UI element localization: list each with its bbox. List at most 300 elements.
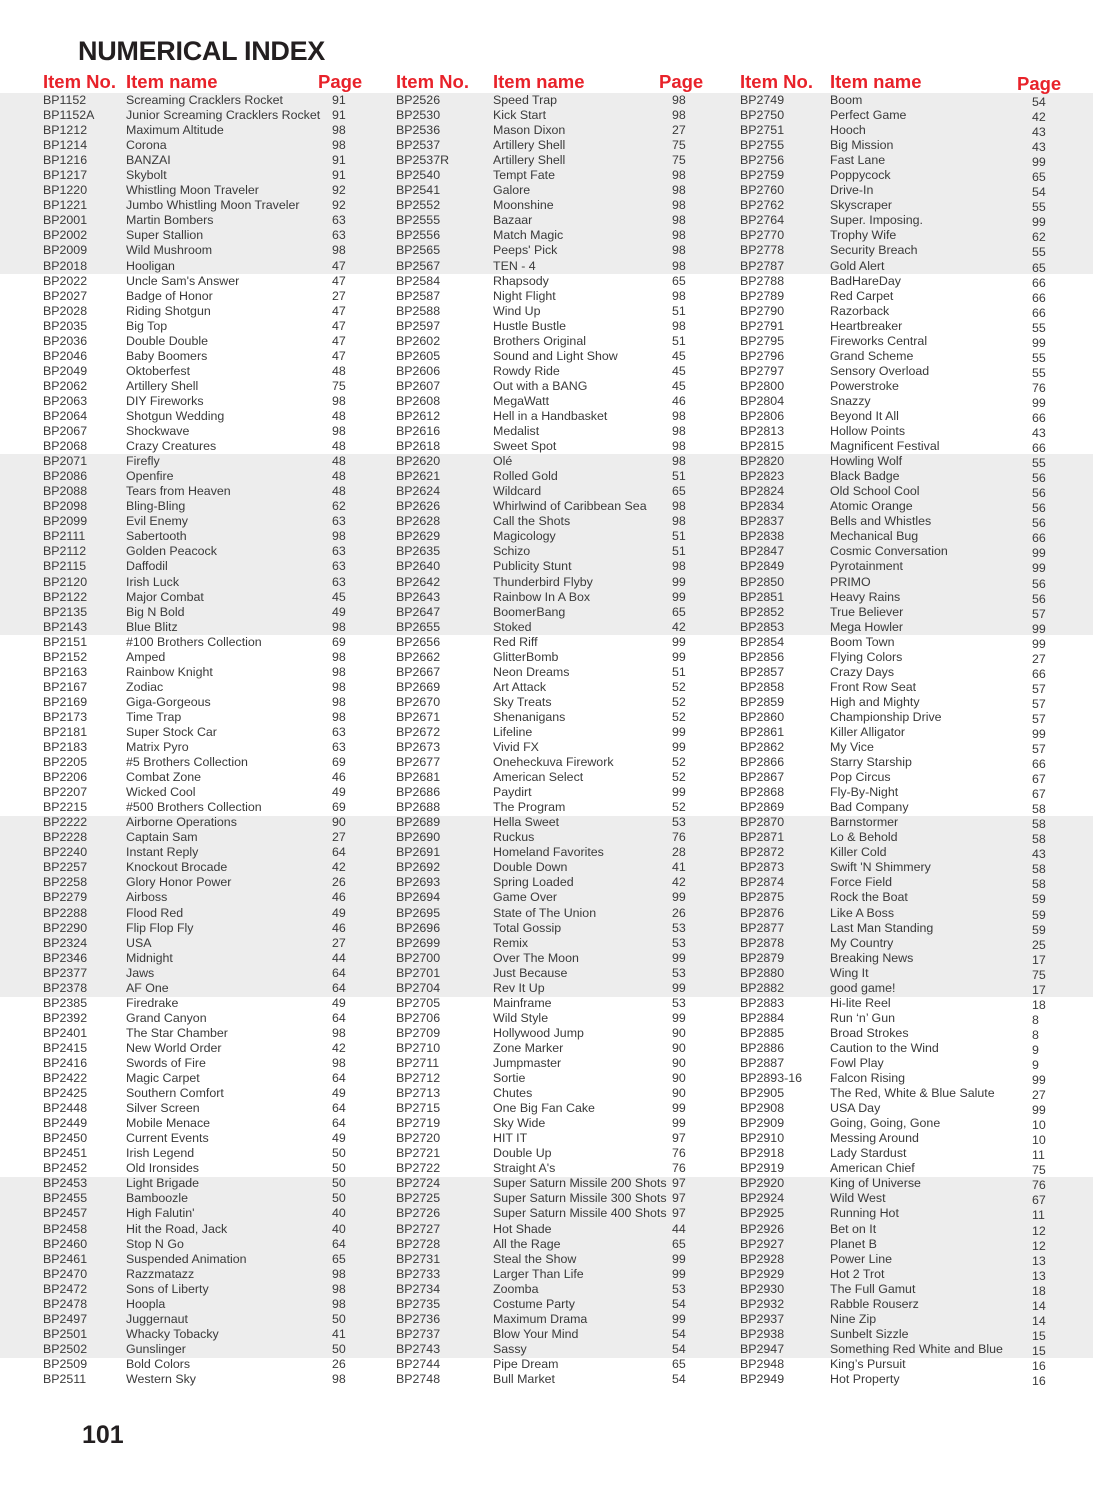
item-name: Double Down [493,860,568,875]
item-name: Stoked [493,619,532,634]
item-name: Glory Honor Power [126,875,232,890]
page-ref: 40 [332,1206,346,1221]
item-name: Suspended Animation [126,1251,247,1266]
item-number: BP2861 [740,724,785,739]
page-ref: 98 [332,1025,346,1040]
page-ref: 69 [332,800,346,815]
page-ref: 65 [1032,170,1046,185]
page-ref: 51 [672,469,686,484]
item-name: Starry Starship [830,755,912,770]
item-number: BP2883 [740,995,785,1010]
item-number: BP2719 [396,1116,441,1131]
page-ref: 54 [672,1341,686,1356]
item-number: BP2530 [396,108,441,123]
item-number: BP2862 [740,740,785,755]
item-name: Remix [493,935,529,950]
item-number: BP2910 [740,1131,785,1146]
item-name: True Believer [830,604,904,619]
item-name: Magicology [493,529,556,544]
page-ref: 62 [332,499,346,514]
item-number: BP2948 [740,1356,785,1371]
page-ref: 76 [1032,380,1046,395]
page-ref: 63 [332,544,346,559]
page-ref: 40 [332,1221,346,1236]
item-number: BP2709 [396,1025,441,1040]
item-name: Powerstroke [830,378,899,393]
item-number: BP1152 [43,93,87,107]
item-number: BP2401 [43,1025,88,1040]
page-ref: 99 [672,1010,686,1025]
item-number: BP2721 [396,1146,441,1161]
page-ref: 48 [332,363,346,378]
page-ref: 50 [332,1146,346,1161]
page-ref: 63 [332,574,346,589]
item-name: Irish Legend [126,1146,195,1161]
item-number: BP2099 [43,514,88,529]
item-name: Trophy Wife [830,228,897,243]
page-ref: 99 [1032,546,1046,561]
item-number: BP2009 [43,243,88,258]
item-name: Big N Bold [126,604,185,619]
item-name: Total Gossip [493,920,562,935]
item-name: Old Ironsides [126,1161,200,1176]
page-ref: 44 [332,950,346,965]
item-number: BP2692 [396,860,441,875]
item-name: Mega Howler [830,619,903,634]
item-name: Shockwave [126,424,190,439]
item-name: Run ‘n’ Gun [830,1010,895,1025]
item-name: Schizo [493,544,531,559]
item-number: BP2724 [396,1176,441,1191]
item-number: BP2874 [740,875,785,890]
item-number: BP2887 [740,1056,785,1070]
page-ref: 44 [672,1221,686,1236]
page-ref: 98 [672,198,686,213]
item-number: BP2288 [43,905,88,920]
item-name: Front Row Seat [830,679,917,694]
page-ref: 12 [1032,1238,1046,1253]
item-number: BP2693 [396,875,441,890]
page-ref: 51 [672,544,686,559]
page-ref: 43 [1032,125,1046,140]
item-number: BP2673 [396,740,441,755]
item-name: Instant Reply [126,845,199,860]
item-name: Riding Shotgun [126,303,211,318]
page-ref: 58 [1032,862,1046,877]
item-name: Planet B [830,1236,877,1251]
item-name: Southern Comfort [126,1086,224,1101]
item-number: BP1217 [43,168,88,183]
page-title: NUMERICAL INDEX [78,36,326,66]
item-name: Combat Zone [126,770,202,785]
page-ref: 99 [672,1116,686,1131]
item-number: BP2947 [740,1341,785,1356]
item-name: Junior Screaming Cracklers Rocket [126,108,321,123]
item-number: BP2849 [740,559,785,574]
page-ref: 17 [1032,982,1046,997]
item-name: Something Red White and Blue [830,1341,1003,1356]
item-number: BP2920 [740,1176,785,1191]
item-name: Wing It [830,965,869,980]
item-name: Stop N Go [126,1236,184,1251]
item-number: BP2422 [43,1071,88,1086]
item-name: Homeland Favorites [493,845,604,860]
item-name: Lifeline [493,724,533,739]
page-ref: 57 [1032,711,1046,726]
page-ref: 98 [332,424,346,439]
page-ref: 98 [672,258,686,273]
item-name: Last Man Standing [830,920,934,935]
page-ref: 67 [1032,787,1046,802]
page-ref: 99 [1032,215,1046,230]
item-number: BP2448 [43,1101,88,1116]
item-number: BP2640 [396,559,441,574]
item-number: BP2712 [396,1071,441,1086]
item-name: Killer Alligator [830,724,906,739]
item-name: Red Carpet [830,288,894,303]
item-name: Brothers Original [493,333,586,348]
page-ref: 65 [332,1251,346,1266]
item-name: Daffodil [126,559,168,574]
item-name: King of Universe [830,1176,921,1191]
page-ref: 45 [672,378,686,393]
item-name: Wicked Cool [126,785,196,800]
item-number: BP2346 [43,950,88,965]
item-name: Bazaar [493,213,533,228]
item-number: BP2111 [43,529,86,544]
item-number: BP2526 [396,93,441,107]
item-number: BP2540 [396,168,441,183]
page-ref: 47 [332,348,346,363]
item-name: BoomerBang [493,604,566,619]
item-number: BP2929 [740,1266,785,1281]
page-ref: 51 [672,333,686,348]
item-number: BP2677 [396,755,441,770]
item-name: Wild Mushroom [126,243,213,258]
page-ref: 90 [672,1040,686,1055]
page-ref: 52 [672,770,686,785]
item-name: Blow Your Mind [493,1326,579,1341]
page-ref: 99 [1032,395,1046,410]
item-number: BP2804 [740,393,785,408]
item-number: BP2701 [396,965,441,980]
item-name: Beyond It All [830,408,899,423]
page-ref: 42 [672,619,686,634]
page-ref: 46 [332,920,346,935]
page-ref: 97 [672,1176,686,1191]
item-name: Larger Than Life [493,1266,584,1281]
page-ref: 52 [672,755,686,770]
page-ref: 99 [672,634,686,649]
item-number: BP2873 [740,860,785,875]
item-number: BP2098 [43,499,88,514]
item-number: BP2152 [43,649,88,664]
item-name: Cosmic Conversation [830,544,948,559]
page-ref: 99 [1032,335,1046,350]
item-name: New World Order [126,1040,222,1055]
item-name: Rainbow Knight [126,664,213,679]
item-name: Magic Carpet [126,1071,200,1086]
page-ref: 99 [1032,621,1046,636]
item-number: BP2458 [43,1221,88,1236]
item-number: BP2120 [43,574,88,589]
page-ref: 98 [672,243,686,258]
item-number: BP1212 [43,123,88,138]
item-name: Razzmatazz [126,1266,195,1281]
item-number: BP2820 [740,454,785,469]
item-name: Sons of Liberty [126,1281,209,1296]
item-number: BP2624 [396,484,441,499]
page-ref: 98 [332,664,346,679]
item-number: BP2837 [740,514,785,529]
item-number: BP2930 [740,1281,785,1296]
page-ref: 98 [332,1371,346,1386]
page-ref: 99 [672,785,686,800]
page-ref: 56 [1032,471,1046,486]
item-name: Gold Alert [830,258,885,273]
item-number: BP2787 [740,258,785,273]
page-ref: 98 [332,1296,346,1311]
item-name: Going, Going, Gone [830,1116,941,1131]
page-ref: 65 [672,1356,686,1371]
item-number: BP1152A [43,108,95,123]
page-ref: 48 [332,454,346,469]
item-number: BP2537 [396,138,441,153]
item-name: Big Top [126,318,168,333]
page-ref: 99 [672,589,686,604]
item-name: Thunderbird Flyby [493,574,593,589]
item-name: Tears from Heaven [126,484,231,499]
item-name: Blue Blitz [126,619,178,634]
item-number: BP2778 [740,243,785,258]
page-ref: 98 [672,318,686,333]
page-ref: 76 [672,1161,686,1176]
page-ref: 27 [1032,651,1046,666]
page-ref: 98 [672,439,686,454]
page-ref: 99 [672,1266,686,1281]
page-ref: 66 [1032,290,1046,305]
item-number: BP2815 [740,439,785,454]
header-item-no: Item No. [740,71,813,92]
item-number: BP2806 [740,408,785,423]
item-number: BP2880 [740,965,785,980]
page-ref: 98 [332,393,346,408]
page-ref: 76 [672,830,686,845]
item-number: BP2567 [396,258,441,273]
item-number: BP2710 [396,1040,441,1055]
item-name: Drive-In [830,183,874,198]
page-ref: 52 [672,694,686,709]
item-name: Fly-By-Night [830,785,899,800]
item-number: BP2062 [43,378,88,393]
item-number: BP2587 [396,288,441,303]
item-name: Mainframe [493,995,552,1010]
item-number: BP2115 [43,559,87,574]
item-name: Fowl Play [830,1056,884,1070]
page-ref: 63 [332,724,346,739]
item-number: BP2607 [396,378,441,393]
page-ref: 63 [332,559,346,574]
page-ref: 50 [332,1176,346,1191]
item-name: Bold Colors [126,1356,191,1371]
page-ref: 55 [1032,456,1046,471]
item-name: Swift 'N Shimmery [830,860,931,875]
page-ref: 42 [332,860,346,875]
item-name: Tempt Fate [493,168,555,183]
page-ref: 66 [1032,531,1046,546]
item-name: American Chief [830,1161,915,1176]
page-ref: 98 [672,93,686,107]
item-number: BP2694 [396,890,441,905]
item-name: Airboss [126,890,168,905]
page-ref: 55 [1032,320,1046,335]
item-name: Rhapsody [493,273,549,288]
item-name: Rock the Boat [830,890,908,905]
page-ref: 97 [672,1206,686,1221]
page-ref: 55 [1032,245,1046,260]
page-ref: 99 [1032,1103,1046,1118]
item-name: Hollywood Jump [493,1025,584,1040]
item-number: BP2884 [740,1010,785,1025]
item-number: BP2853 [740,619,785,634]
page-ref: 45 [332,589,346,604]
item-number: BP2704 [396,980,441,995]
page-ref: 92 [332,198,346,213]
page-ref: 48 [332,484,346,499]
item-number: BP2509 [43,1356,88,1371]
item-name: Silver Screen [126,1101,200,1116]
item-number: BP2695 [396,905,441,920]
item-number: BP2877 [740,920,785,935]
item-number: BP2621 [396,469,441,484]
item-number: BP2461 [43,1251,88,1266]
page-ref: 91 [332,108,346,123]
page-ref: 53 [672,935,686,950]
item-number: BP2686 [396,785,441,800]
page-ref: 16 [1032,1358,1046,1373]
item-name: Peeps' Pick [493,243,558,258]
item-number: BP2497 [43,1311,88,1326]
item-name: Publicity Stunt [493,559,572,574]
page-ref: 15 [1032,1343,1046,1358]
item-number: BP2385 [43,995,88,1010]
item-name: Swords of Fire [126,1056,206,1070]
item-number: BP2905 [740,1086,785,1101]
item-name: Sassy [493,1341,527,1356]
item-number: BP2036 [43,333,88,348]
page-ref: 16 [1032,1373,1046,1388]
item-name: PRIMO [830,574,871,589]
page-ref: 42 [1032,110,1046,125]
item-name: Pyrotainment [830,559,904,574]
item-name: Sweet Spot [493,439,557,454]
page-ref: 99 [672,740,686,755]
page-ref: 49 [332,995,346,1010]
item-number: BP2854 [740,634,785,649]
item-number: BP2728 [396,1236,441,1251]
item-number: BP2502 [43,1341,88,1356]
page-ref: 65 [672,484,686,499]
page-ref: 52 [672,679,686,694]
page-ref: 49 [332,1131,346,1146]
item-number: BP2751 [740,123,785,138]
page-ref: 69 [332,755,346,770]
item-number: BP2927 [740,1236,785,1251]
page-ref: 98 [332,619,346,634]
item-number: BP2049 [43,363,88,378]
item-number: BP2733 [396,1266,441,1281]
item-number: BP2135 [43,604,88,619]
page-ref: 90 [672,1071,686,1086]
page-ref: 28 [672,845,686,860]
item-number: BP2670 [396,694,441,709]
item-name: USA Day [830,1101,881,1116]
page-ref: 66 [1032,410,1046,425]
item-number: BP2879 [740,950,785,965]
item-name: Pop Circus [830,770,891,785]
item-number: BP2871 [740,830,785,845]
page-ref: 98 [672,454,686,469]
page-ref: 41 [672,860,686,875]
item-number: BP2875 [740,890,785,905]
item-number: BP2860 [740,709,785,724]
item-name: Current Events [126,1131,209,1146]
page-ref: 53 [672,995,686,1010]
item-name: Kick Start [493,108,547,123]
item-name: Running Hot [830,1206,899,1221]
item-name: Messing Around [830,1131,919,1146]
item-name: The Program [493,800,566,815]
item-name: Hooch [830,123,866,138]
item-number: BP2870 [740,815,785,830]
page-ref: 13 [1032,1253,1046,1268]
item-name: Galore [493,183,531,198]
item-name: Night Flight [493,288,556,303]
item-number: BP2850 [740,574,785,589]
item-name: Falcon Rising [830,1071,906,1086]
item-name: Black Badge [830,469,900,484]
item-number: BP2063 [43,393,88,408]
item-number: BP2867 [740,770,785,785]
item-number: BP2555 [396,213,441,228]
page-ref: 98 [672,499,686,514]
item-number: BP2713 [396,1086,441,1101]
page-ref: 64 [332,1071,346,1086]
item-number: BP2068 [43,439,88,454]
item-number: BP2858 [740,679,785,694]
item-name: Game Over [493,890,558,905]
item-name: Baby Boomers [126,348,208,363]
item-name: The Red, White & Blue Salute [830,1086,995,1101]
item-number: BP2240 [43,845,88,860]
item-name: Paydirt [493,785,532,800]
page-ref: 99 [672,724,686,739]
item-number: BP1220 [43,183,88,198]
header-item-name: Item name [126,71,218,92]
item-number: BP2655 [396,619,441,634]
item-name: My Country [830,935,894,950]
header-item-no: Item No. [396,71,469,92]
item-name: Flying Colors [830,649,903,664]
page-ref: 52 [672,800,686,815]
item-number: BP2450 [43,1131,88,1146]
item-number: BP2696 [396,920,441,935]
page-ref: 58 [1032,802,1046,817]
header-item-name: Item name [830,71,922,92]
item-name: DIY Fireworks [126,393,204,408]
item-number: BP2672 [396,724,441,739]
item-number: BP2706 [396,1010,441,1025]
